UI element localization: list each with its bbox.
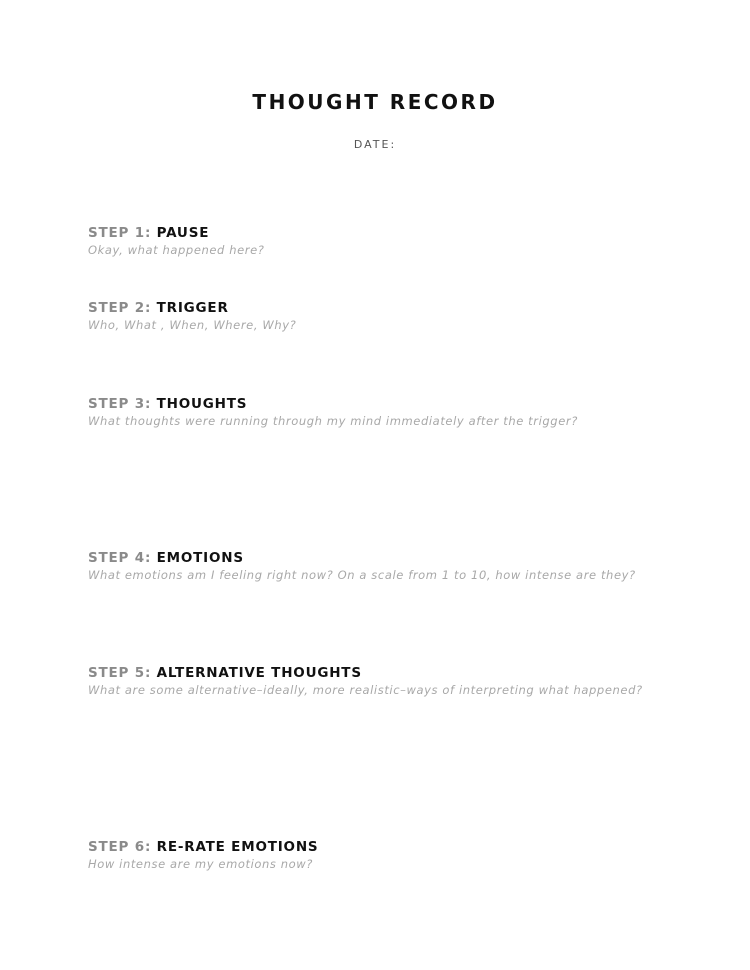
step-name: TRIGGER: [156, 300, 229, 316]
step-number: STEP 2:: [88, 300, 152, 316]
step-prompt: How intense are my emotions now?: [88, 857, 314, 871]
step-thoughts: [88, 396, 578, 429]
step-prompt: Okay, what happened here?: [88, 243, 265, 257]
step-name: PAUSE: [156, 225, 210, 241]
step-alternative-thoughts: [88, 665, 643, 698]
step-emotions: [88, 550, 636, 583]
page-title: THOUGHT RECORD: [252, 90, 498, 114]
step-name: EMOTIONS: [156, 550, 244, 566]
date-label: DATE:: [353, 138, 397, 151]
step-name: THOUGHTS: [156, 396, 248, 412]
step-prompt: What are some alternative–ideally, more realistic–ways of interpreting what happened?: [88, 683, 643, 697]
step-prompt: What thoughts were running through my mind immediately after the trigger?: [88, 414, 578, 428]
step-name: ALTERNATIVE THOUGHTS: [156, 665, 362, 681]
step-number: STEP 4:: [88, 550, 152, 566]
step-pause: [88, 225, 265, 258]
step-trigger: [88, 300, 296, 333]
step-number: STEP 1:: [88, 225, 152, 241]
step-number: STEP 3:: [88, 396, 152, 412]
step-name: RE-RATE EMOTIONS: [156, 839, 319, 855]
step-prompt: Who, What , When, Where, Why?: [88, 318, 297, 332]
step-re-rate-emotions: [88, 839, 318, 872]
step-number: STEP 6:: [88, 839, 152, 855]
step-prompt: What emotions am I feeling right now? On a scale from 1 to 10, how intense are they?: [88, 568, 636, 582]
step-number: STEP 5:: [88, 665, 152, 681]
